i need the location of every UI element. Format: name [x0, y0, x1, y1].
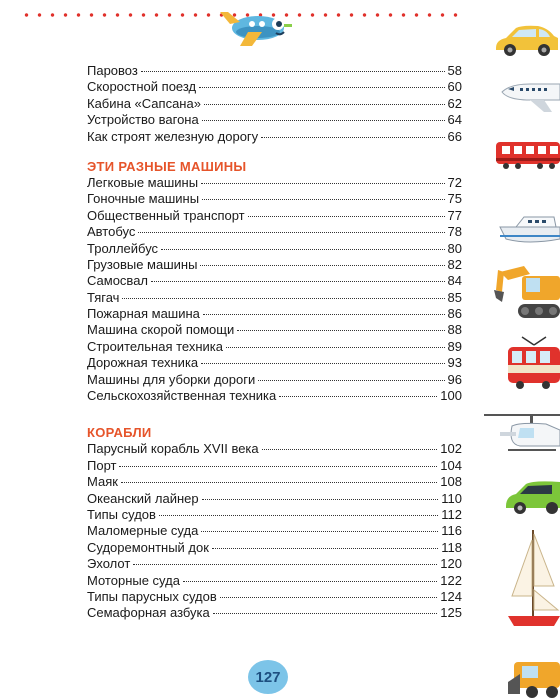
car-icon — [492, 22, 560, 58]
dot-leader — [220, 597, 438, 598]
dot-leader — [204, 104, 445, 105]
toc-entry-page: 58 — [447, 63, 462, 78]
dot-leader — [141, 71, 445, 72]
dot-leader — [159, 515, 438, 516]
toc-entry-title: Скоростной поезд — [87, 79, 197, 95]
dot-leader — [151, 281, 445, 282]
toc-entry[interactable] — [87, 79, 462, 95]
dot-leader — [183, 581, 437, 582]
toc-entry-page: 104 — [440, 457, 462, 473]
section-heading: ЭТИ РАЗНЫЕ МАШИНЫ — [87, 158, 247, 174]
toc-entry-title: Автобус — [87, 224, 136, 240]
toc-entry-page: 93 — [447, 355, 462, 371]
toc-entry-title: Типы судов — [87, 506, 156, 522]
toc-entry-page: 120 — [440, 556, 462, 572]
toc-entry-title: Кабина «Сапсана» — [87, 95, 201, 111]
toc-entry-title: Океанский лайнер — [87, 490, 199, 506]
dot-leader — [202, 499, 439, 500]
table-of-contents — [87, 63, 462, 622]
dot-leader — [262, 449, 438, 450]
toc-entry-title: Маломерные суда — [87, 523, 199, 539]
dot-leader — [258, 380, 444, 381]
toc-entry-page: 124 — [440, 588, 462, 604]
toc-entry-page: 110 — [441, 490, 462, 506]
toc-entry[interactable] — [87, 257, 462, 273]
toc-section-ships — [87, 425, 462, 621]
toc-entry[interactable] — [87, 372, 462, 388]
dot-leader — [138, 232, 444, 233]
dot-leader — [203, 314, 445, 315]
dot-leader — [202, 120, 445, 121]
toc-entry[interactable] — [87, 474, 462, 490]
toc-group-railways — [87, 63, 462, 145]
train-icon — [494, 138, 560, 170]
toc-entry[interactable] — [87, 573, 462, 589]
toc-entry[interactable] — [87, 175, 462, 191]
toc-entry-title: Судоремонтный док — [87, 539, 209, 555]
toc-entry-title: Семафорная азбука — [87, 605, 210, 621]
toc-entry-title: Самосвал — [87, 273, 149, 289]
toc-entry-page: 66 — [447, 128, 462, 144]
toc-entry-title: Порт — [87, 457, 117, 473]
toc-entry-title: Устройство вагона — [87, 112, 199, 128]
toc-entry[interactable] — [87, 306, 462, 322]
dot-leader — [133, 564, 437, 565]
toc-entry-page: 125 — [440, 605, 462, 621]
toc-entry[interactable] — [87, 355, 462, 371]
toc-entry[interactable] — [87, 241, 462, 257]
toc-entry-title: Пожарная машина — [87, 306, 200, 322]
dot-leader — [237, 330, 444, 331]
plane-icon — [218, 2, 296, 50]
toc-entry-title: Сельскохозяйственная техника — [87, 388, 277, 404]
toc-entry[interactable] — [87, 322, 462, 338]
toc-entry[interactable] — [87, 208, 462, 224]
toc-entry-page: 82 — [447, 256, 462, 272]
toc-entry-page: 100 — [440, 388, 462, 404]
excavator-icon — [494, 258, 560, 324]
dot-leader — [213, 613, 438, 614]
toc-entry-title: Эхолот — [87, 556, 131, 572]
toc-entry-title: Троллейбус — [87, 240, 159, 256]
helicopter-icon — [480, 406, 560, 462]
toc-entry[interactable] — [87, 273, 462, 289]
toc-entry[interactable] — [87, 224, 462, 240]
toc-entry[interactable] — [87, 605, 462, 621]
toc-entry-title: Общественный транспорт — [87, 207, 245, 223]
toc-entry-page: 88 — [447, 322, 462, 338]
toc-entry-title: Тягач — [87, 289, 120, 305]
toc-entry-page: 75 — [447, 191, 462, 207]
toc-entry-page: 62 — [447, 95, 462, 111]
toc-entry[interactable] — [87, 507, 462, 523]
sailboat-icon — [504, 526, 560, 636]
dot-leader — [226, 347, 445, 348]
tram-icon — [500, 335, 560, 391]
toc-entry-title: Дорожная техника — [87, 355, 199, 371]
toc-entry[interactable] — [87, 129, 462, 145]
toc-entry-page: 84 — [447, 273, 462, 289]
toc-entry-page: 89 — [447, 338, 462, 354]
toc-entry-title: Маяк — [87, 474, 118, 490]
dot-leader — [122, 298, 444, 299]
toc-entry-title: Строительная техника — [87, 338, 223, 354]
toc-entry[interactable] — [87, 458, 462, 474]
toc-entry-page: 78 — [447, 224, 462, 240]
toc-entry[interactable] — [87, 191, 462, 207]
toc-entry-title: Моторные суда — [87, 572, 180, 588]
toc-entry-title: Машины для уборки дороги — [87, 371, 256, 387]
dot-leader — [200, 265, 444, 266]
toc-entry-page: 102 — [440, 441, 462, 457]
toc-entry-page: 96 — [447, 371, 462, 387]
toc-entry-page: 77 — [447, 207, 462, 223]
toc-entry-title: Парусный корабль XVII века — [87, 441, 259, 457]
dot-leader — [121, 482, 437, 483]
toc-entry-page: 116 — [441, 523, 462, 539]
section-heading: КОРАБЛИ — [87, 425, 152, 441]
toc-entry-title: Машина скорой помощи — [87, 322, 235, 338]
toc-entry[interactable] — [87, 523, 462, 539]
dot-leader — [261, 137, 444, 138]
dot-leader — [201, 183, 444, 184]
dot-leader — [202, 199, 444, 200]
toc-entry[interactable] — [87, 556, 462, 572]
toc-entry-page: 122 — [440, 572, 462, 588]
airplane-icon — [500, 72, 560, 112]
toc-entry-page: 85 — [447, 289, 462, 305]
truck-icon — [508, 644, 560, 699]
toc-entry[interactable] — [87, 290, 462, 306]
toc-entry-title: Как строят железную дорогу — [87, 128, 259, 144]
dot-leader — [212, 548, 438, 549]
dot-leader — [119, 466, 437, 467]
toc-entry-title: Легковые машины — [87, 174, 199, 190]
toc-entry-page: 118 — [441, 539, 462, 555]
toc-entry[interactable] — [87, 63, 462, 79]
page-number: 127 — [255, 668, 281, 686]
toc-entry[interactable] — [87, 112, 462, 128]
toc-entry-title: Гоночные машины — [87, 191, 200, 207]
toc-entry[interactable] — [87, 339, 462, 355]
toc-entry-title: Паровоз — [87, 63, 138, 78]
toc-entry[interactable] — [87, 96, 462, 112]
toc-entry[interactable] — [87, 491, 462, 507]
toc-entry-title: Грузовые машины — [87, 256, 198, 272]
toc-entry-page: 64 — [447, 112, 462, 128]
dot-leader — [201, 531, 438, 532]
toc-entry[interactable] — [87, 388, 462, 404]
green-car-icon — [504, 476, 560, 516]
ship-icon — [498, 205, 560, 245]
toc-entry-page: 86 — [447, 306, 462, 322]
toc-entry[interactable] — [87, 441, 462, 457]
toc-entry-page: 108 — [440, 474, 462, 490]
page-number-badge — [248, 660, 288, 694]
toc-section-cars — [87, 159, 462, 404]
dot-leader — [161, 249, 444, 250]
toc-entry-page: 112 — [441, 506, 462, 522]
dot-leader — [248, 216, 445, 217]
toc-entry-page: 60 — [447, 79, 462, 95]
toc-entry-page: 72 — [447, 174, 462, 190]
toc-entry[interactable] — [87, 540, 462, 556]
dot-leader — [199, 87, 444, 88]
toc-entry-page: 80 — [447, 240, 462, 256]
dot-leader — [279, 396, 437, 397]
toc-entry[interactable] — [87, 589, 462, 605]
toc-entry-title: Типы парусных судов — [87, 588, 217, 604]
dot-leader — [201, 363, 444, 364]
